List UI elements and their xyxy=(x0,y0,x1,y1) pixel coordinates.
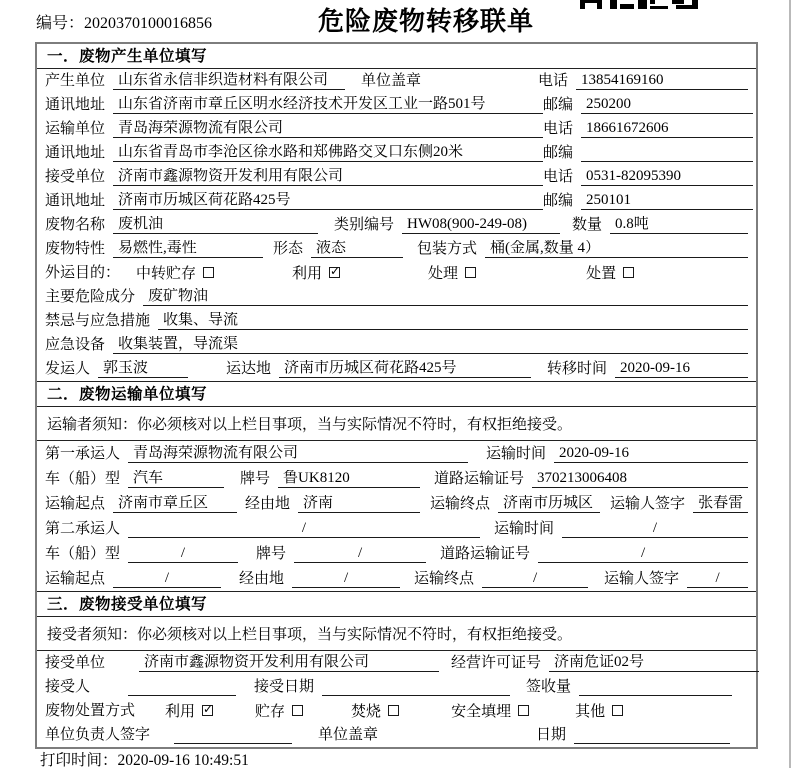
carrier2-time-value: / xyxy=(562,520,748,538)
address-label: 通讯地址 xyxy=(45,145,106,161)
disposal-option-landfill xyxy=(451,700,529,721)
purpose-row xyxy=(37,261,756,285)
end2-value: / xyxy=(482,570,588,588)
doc-number-value: 2020370100016856 xyxy=(84,15,213,32)
phone-label: 电话 xyxy=(537,73,568,89)
doc-number xyxy=(36,10,212,33)
section3-title: 三．废物接受单位填写 xyxy=(37,592,756,617)
zip-label: 邮编 xyxy=(543,193,574,209)
producer-zip-value: 250200 xyxy=(581,96,753,114)
address-label: 通讯地址 xyxy=(45,97,106,113)
end1-value: 济南市历城区 xyxy=(498,495,600,513)
shipper-label: 发运人 xyxy=(45,361,91,377)
form-label: 形态 xyxy=(273,241,304,257)
receiver-value: 济南市鑫源物资开发利用有限公司 xyxy=(113,168,543,186)
road-permit-label: 道路运输证号 xyxy=(434,471,525,487)
transporter-address-row xyxy=(37,141,756,165)
quantity-label: 数量 xyxy=(572,217,603,233)
producer-phone-value: 13854169160 xyxy=(576,72,748,90)
disposal-option-label: 安全填埋 xyxy=(451,704,512,720)
license-value: 济南危证02号 xyxy=(549,654,759,672)
print-time xyxy=(40,748,249,768)
producer-row xyxy=(37,69,756,93)
responsible-signature-label: 单位负责人签字 xyxy=(45,727,151,743)
packing-value: 桶(金属,数量 4） xyxy=(485,240,748,258)
waste-name-value: 废机油 xyxy=(113,216,318,234)
receiver-label: 接受单位 xyxy=(45,169,106,185)
disposal-option-label: 贮存 xyxy=(255,704,286,720)
disposal-option-storage xyxy=(255,700,303,721)
purpose-option-label: 中转贮存 xyxy=(136,266,197,282)
route2-row xyxy=(37,566,756,591)
purpose-option-dispose xyxy=(586,262,634,283)
transfer-time-label: 转移时间 xyxy=(547,361,608,377)
waste-property-value: 易燃性,毒性 xyxy=(113,240,263,258)
checkbox-disposal-landfill xyxy=(518,705,529,716)
carrier2-row xyxy=(37,516,756,541)
purpose-option-utilize xyxy=(292,262,340,283)
via-label: 经由地 xyxy=(245,496,291,512)
shipper-row xyxy=(37,357,756,381)
origin-label: 运输起点 xyxy=(45,571,106,587)
transport-time-label: 运输时间 xyxy=(486,446,547,462)
license-label: 经营许可证号 xyxy=(451,655,542,671)
checkbox-disposal-utilize xyxy=(202,705,213,716)
carrier1-value: 青岛海荣源物流有限公司 xyxy=(128,445,468,463)
unit-seal-label: 单位盖章 xyxy=(361,73,422,89)
plate1-value: 鲁UK8120 xyxy=(278,470,420,488)
zip-label: 邮编 xyxy=(543,145,574,161)
waste-name-label: 废物名称 xyxy=(45,217,106,233)
signed-quantity-label: 签收量 xyxy=(526,679,572,695)
vehicle2-row xyxy=(37,541,756,566)
accepting-unit-label: 接受单位 xyxy=(45,655,106,671)
doc-number-label: 编号： xyxy=(36,15,85,32)
destination-label: 运达地 xyxy=(226,361,272,377)
origin2-value: / xyxy=(113,570,221,588)
carrier1-label: 第一承运人 xyxy=(45,446,121,462)
measures-value: 收集、导流 xyxy=(158,312,748,330)
transporter-zip-value xyxy=(581,145,753,162)
carrier-signature-label: 运输人签字 xyxy=(604,571,680,587)
vehicle-type-label: 车（船）型 xyxy=(45,546,121,562)
purpose-option-label: 利用 xyxy=(292,266,323,282)
acceptor-value xyxy=(128,679,236,696)
section2-title: 二．废物运输单位填写 xyxy=(37,382,756,407)
transporter-value: 青岛海荣源物流有限公司 xyxy=(113,120,543,138)
disposal-option-label: 焚烧 xyxy=(351,704,382,720)
receiver-row xyxy=(37,165,756,189)
waste-property-label: 废物特性 xyxy=(45,241,106,257)
category-code-label: 类别编号 xyxy=(334,217,395,233)
shipper-value: 郭玉波 xyxy=(98,360,188,378)
via-label: 经由地 xyxy=(239,571,285,587)
transfer-time-value: 2020-09-16 xyxy=(615,360,748,378)
purpose-option-treat xyxy=(428,262,476,283)
vehicle1-row xyxy=(37,466,756,491)
vehicle1-type-value: 汽车 xyxy=(128,470,224,488)
permit1-value: 370213006408 xyxy=(532,470,748,488)
vehicle-type-label: 车（船）型 xyxy=(45,471,121,487)
purpose-label: 外运目的： xyxy=(45,265,121,281)
producer-label: 产生单位 xyxy=(45,73,106,89)
form-value: 液态 xyxy=(311,240,403,258)
route1-row xyxy=(37,491,756,516)
acceptor-row xyxy=(37,675,756,699)
plate-label: 牌号 xyxy=(256,546,287,562)
producer-value: 山东省永信非织造材料有限公司 xyxy=(113,72,345,90)
transporter-notice: 运输者须知：你必须核对以上栏目事项，当与实际情况不符时，有权拒绝接受。 xyxy=(37,407,756,441)
date-label: 日期 xyxy=(536,727,567,743)
page-title: 危险废物转移联单 xyxy=(318,7,535,36)
equipment-row xyxy=(37,333,756,357)
origin-label: 运输起点 xyxy=(45,496,106,512)
responsible-signature-row xyxy=(37,723,756,747)
road-permit-label: 道路运输证号 xyxy=(440,546,531,562)
purpose-option-label: 处理 xyxy=(428,266,459,282)
transport-time-label: 运输时间 xyxy=(494,521,555,537)
disposal-method-label: 废物处置方式 xyxy=(45,703,136,719)
producer-address-row xyxy=(37,93,756,117)
unit-seal-label: 单位盖章 xyxy=(318,727,379,743)
origin1-value: 济南市章丘区 xyxy=(113,495,237,513)
via1-value: 济南 xyxy=(298,495,420,513)
page-right-edge xyxy=(789,0,791,768)
sign1-value: 张春雷 xyxy=(693,495,748,513)
zip-label: 邮编 xyxy=(543,97,574,113)
print-time-label: 打印时间： xyxy=(40,752,118,768)
transporter-row xyxy=(37,117,756,141)
receiver-address-value: 济南市历城区荷花路425号 xyxy=(113,192,543,210)
phone-label: 电话 xyxy=(543,169,574,185)
receiver-phone-value: 0531-82095390 xyxy=(581,168,753,186)
transfer-form xyxy=(35,42,758,749)
permit2-value: / xyxy=(538,545,748,563)
disposal-option-other xyxy=(575,700,623,721)
print-time-value: 2020-09-16 10:49:51 xyxy=(117,752,249,768)
carrier2-label: 第二承运人 xyxy=(45,521,121,537)
vehicle2-type-value: / xyxy=(128,545,238,563)
measures-row xyxy=(37,309,756,333)
hazard-label: 主要危险成分 xyxy=(45,289,136,305)
measures-label: 禁忌与应急措施 xyxy=(45,313,151,329)
disposal-option-incinerate xyxy=(351,700,399,721)
accept-date-label: 接受日期 xyxy=(254,679,315,695)
destination-value: 济南市历城区荷花路425号 xyxy=(279,360,531,378)
endpoint-label: 运输终点 xyxy=(430,496,491,512)
endpoint-label: 运输终点 xyxy=(414,571,475,587)
checkbox-disposal-storage xyxy=(292,705,303,716)
checkbox-transfer-storage xyxy=(203,267,214,278)
phone-label: 电话 xyxy=(543,121,574,137)
page-header xyxy=(0,0,796,40)
hazard-value: 废矿物油 xyxy=(143,288,748,306)
equipment-value: 收集装置，导流渠 xyxy=(113,336,748,354)
disposal-method-row xyxy=(37,699,756,723)
disposal-option-label: 其他 xyxy=(575,704,606,720)
address-label: 通讯地址 xyxy=(45,193,106,209)
signed-quantity-value xyxy=(579,679,732,696)
section1-title: 一．废物产生单位填写 xyxy=(37,44,756,69)
quantity-value: 0.8吨 xyxy=(610,216,748,234)
packing-label: 包装方式 xyxy=(417,241,478,257)
purpose-option-transfer-storage xyxy=(136,262,214,283)
acceptor-label: 接受人 xyxy=(45,679,91,695)
checkbox-dispose xyxy=(623,267,634,278)
carrier1-row xyxy=(37,441,756,466)
hazard-row xyxy=(37,285,756,309)
transporter-phone-value: 18661672606 xyxy=(581,120,753,138)
producer-address-value: 山东省济南市章丘区明水经济技术开发区工业一路501号 xyxy=(113,96,543,114)
checkbox-utilize xyxy=(329,267,340,278)
transporter-label: 运输单位 xyxy=(45,121,106,137)
carrier1-time-value: 2020-09-16 xyxy=(554,445,748,463)
section-receiver xyxy=(37,591,756,747)
checkbox-treat xyxy=(465,267,476,278)
carrier-signature-label: 运输人签字 xyxy=(610,496,686,512)
disposal-option-label: 利用 xyxy=(165,704,196,720)
responsible-signature-value xyxy=(174,727,292,744)
receiver-address-row xyxy=(37,189,756,213)
waste-name-row xyxy=(37,213,756,237)
waste-property-row xyxy=(37,237,756,261)
section-producer xyxy=(37,44,756,381)
accepting-unit-value: 济南市鑫源物资开发利用有限公司 xyxy=(139,654,439,672)
receiver-zip-value: 250101 xyxy=(581,192,753,210)
checkbox-disposal-incinerate xyxy=(388,705,399,716)
accepting-unit-row xyxy=(37,651,756,675)
section-transporter xyxy=(37,381,756,591)
date-value xyxy=(574,727,730,744)
checkbox-disposal-other xyxy=(612,705,623,716)
sign2-value: / xyxy=(687,570,748,588)
via2-value: / xyxy=(292,570,400,588)
plate-label: 牌号 xyxy=(240,471,271,487)
disposal-option-utilize xyxy=(165,700,213,721)
plate2-value: / xyxy=(294,545,426,563)
transporter-address-value: 山东省青岛市李沧区徐水路和郑佛路交叉口东侧20米 xyxy=(113,144,543,162)
purpose-option-label: 处置 xyxy=(586,266,617,282)
accept-date-value xyxy=(322,679,510,696)
carrier2-value: / xyxy=(128,520,480,538)
qr-code-fragment-icon xyxy=(580,0,698,9)
category-code-value: HW08(900-249-08) xyxy=(402,216,560,234)
receiver-notice: 接受者须知：你必须核对以上栏目事项，当与实际情况不符时，有权拒绝接受。 xyxy=(37,617,756,651)
equipment-label: 应急设备 xyxy=(45,337,106,353)
